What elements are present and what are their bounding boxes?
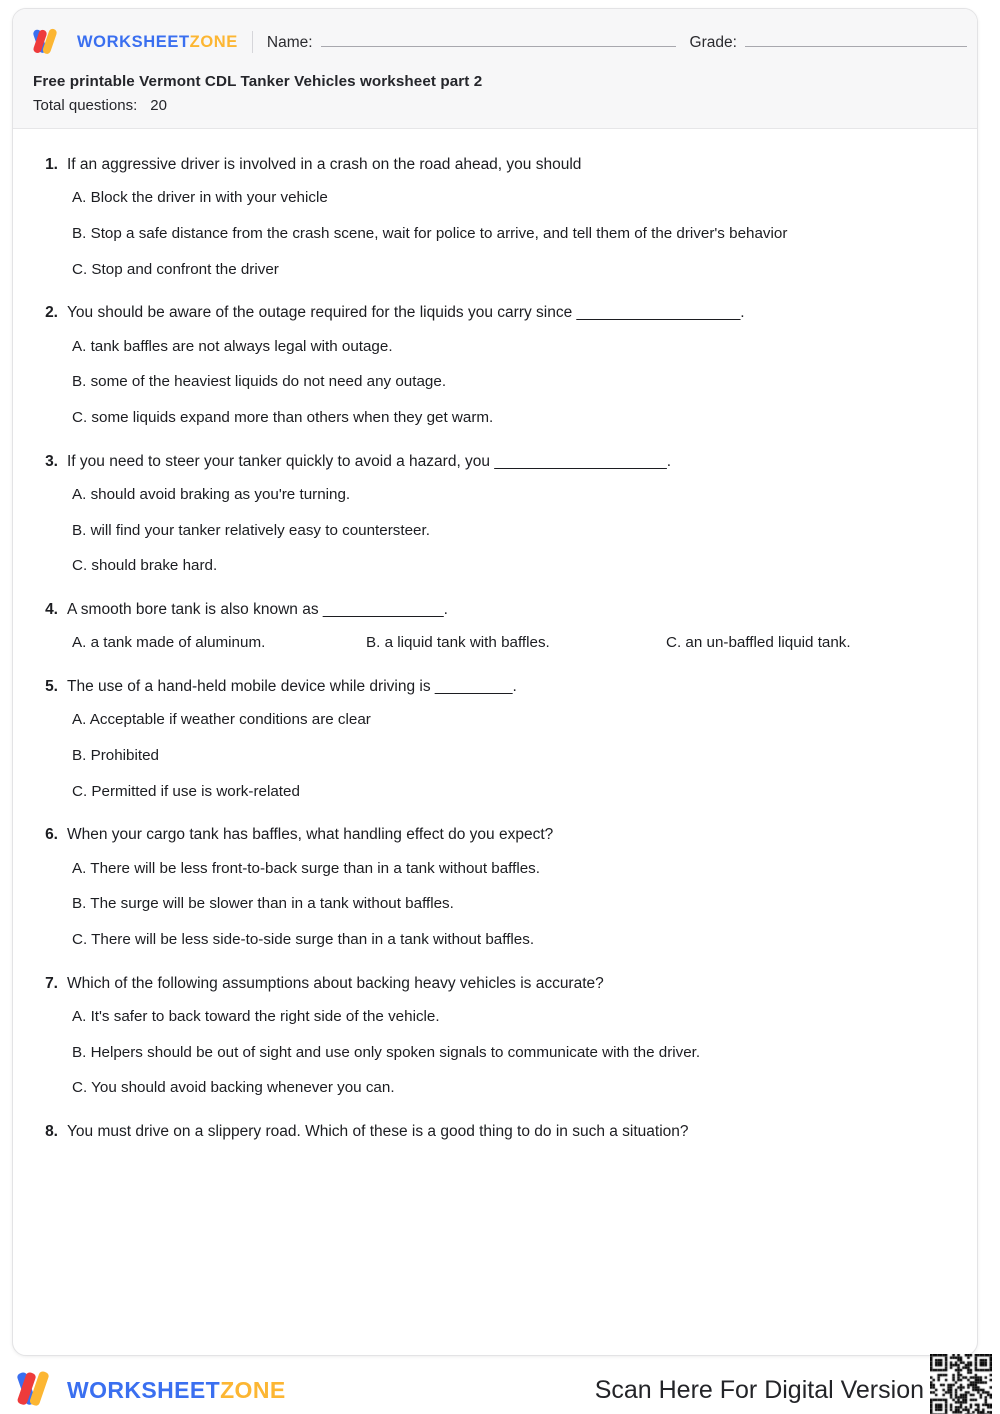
question-item (39, 303, 951, 427)
question-item (39, 600, 951, 653)
questions-list (13, 129, 977, 1355)
question-number: 1. (45, 156, 58, 173)
question-number: 8. (45, 1123, 58, 1141)
title-block (31, 73, 959, 114)
answer-option[interactable]: A. a tank made of aluminum. (72, 634, 266, 652)
answer-option[interactable]: A. Acceptable if weather conditions are clear (72, 711, 371, 729)
worksheetzone-logo-icon (31, 29, 65, 55)
name-label: Name: (266, 33, 313, 51)
total-questions (33, 97, 959, 114)
question-text: When your cargo tank has baffles, what handling effect do you expect? (67, 826, 554, 844)
question-item (39, 452, 951, 576)
question-text: You must drive on a slippery road. Which of these is a good thing to do in such a situation? (67, 1123, 689, 1141)
answer-option[interactable]: C. You should avoid backing whenever you can. (72, 1079, 395, 1097)
footer-brand-wordmark (67, 1377, 286, 1404)
answer-option[interactable]: C. Stop and confront the driver (72, 260, 279, 278)
question-text: A smooth bore tank is also known as ______________. (67, 601, 448, 619)
qr-code-icon[interactable] (930, 1354, 992, 1414)
brand-word-zone: ZONE (189, 32, 238, 51)
question-header (39, 974, 951, 994)
question-text: You should be aware of the outage required for the liquids you carry since ___________________. (67, 304, 745, 322)
footer-brand (14, 1372, 286, 1408)
question-text: The use of a hand-held mobile device while driving is _________. (67, 678, 517, 696)
question-header (39, 155, 951, 175)
question-text: Which of the following assumptions about backing heavy vehicles is accurate? (67, 974, 604, 992)
answer-option[interactable]: B. The surge will be slower than in a tank without baffles. (72, 895, 454, 913)
answer-option[interactable]: A. tank baffles are not always legal with outage. (72, 337, 393, 355)
answer-option[interactable]: C. There will be less side-to-side surge than in a tank without baffles. (72, 931, 535, 949)
question-header (39, 452, 951, 472)
page-footer (0, 1366, 1000, 1414)
worksheet-header (13, 9, 977, 129)
footer-brand-word-zone: ZONE (220, 1376, 286, 1403)
question-header (39, 677, 951, 697)
question-options (39, 710, 951, 801)
question-text: If an aggressive driver is involved in a crash on the road ahead, you should (67, 156, 582, 173)
answer-option[interactable]: C. an un-baffled liquid tank. (666, 634, 851, 652)
question-options (39, 633, 951, 653)
question-number: 7. (45, 974, 58, 992)
question-number: 4. (45, 601, 58, 619)
answer-option[interactable]: B. some of the heaviest liquids do not need any outage. (72, 373, 447, 391)
question-options (39, 1007, 951, 1098)
question-item (39, 677, 951, 801)
question-number: 6. (45, 826, 58, 844)
total-questions-count: 20 (150, 97, 167, 114)
footer-scan-group (595, 1364, 992, 1414)
footer-brand-word-worksheet: WORKSHEET (67, 1376, 221, 1403)
question-options (39, 859, 951, 950)
question-options (39, 337, 951, 428)
name-field-group (267, 33, 676, 52)
question-header (39, 600, 951, 620)
question-number: 2. (45, 304, 58, 322)
question-item (39, 825, 951, 949)
brand-wordmark (77, 33, 238, 52)
header-top-row (31, 27, 959, 57)
worksheet-card (12, 8, 978, 1356)
question-number: 3. (45, 452, 58, 470)
question-header (39, 1122, 951, 1142)
answer-option[interactable]: A. It's safer to back toward the right side of the vehicle. (72, 1007, 440, 1025)
answer-option[interactable]: C. Permitted if use is work-related (72, 782, 300, 800)
question-text: If you need to steer your tanker quickly to avoid a hazard, you ____________________. (67, 452, 672, 470)
question-item (39, 1122, 951, 1142)
answer-option[interactable]: B. Stop a safe distance from the crash scene, wait for police to arrive, and tell them of the driver's behavior (72, 224, 788, 242)
question-options (39, 188, 951, 279)
question-item (39, 155, 951, 279)
grade-field-group (690, 33, 967, 52)
total-questions-label: Total questions: (33, 97, 138, 114)
question-item (39, 974, 951, 1098)
answer-option[interactable]: A. Block the driver in with your vehicle (72, 189, 328, 207)
header-divider (252, 31, 253, 53)
answer-option[interactable]: A. There will be less front-to-back surge than in a tank without baffles. (72, 859, 540, 877)
brand-word-worksheet: WORKSHEET (77, 32, 190, 51)
question-number: 5. (45, 678, 58, 696)
scan-label: Scan Here For Digital Version (594, 1375, 924, 1404)
grade-input[interactable] (745, 33, 967, 47)
answer-option[interactable]: B. will find your tanker relatively easy to countersteer. (72, 521, 430, 539)
page-title: Free printable Vermont CDL Tanker Vehicles worksheet part 2 (33, 73, 483, 90)
answer-option[interactable]: B. Helpers should be out of sight and use only spoken signals to communicate with the driver. (72, 1043, 701, 1061)
answer-option[interactable]: B. a liquid tank with baffles. (366, 634, 550, 652)
worksheetzone-logo-icon (14, 1372, 60, 1408)
question-header (39, 825, 951, 845)
answer-option[interactable]: C. some liquids expand more than others when they get warm. (72, 409, 494, 427)
answer-option[interactable]: A. should avoid braking as you're turning. (72, 485, 351, 503)
name-input[interactable] (321, 33, 676, 47)
answer-option[interactable]: C. should brake hard. (72, 557, 218, 575)
question-header (39, 303, 951, 323)
grade-label: Grade: (689, 33, 737, 51)
question-options (39, 485, 951, 576)
answer-option[interactable]: B. Prohibited (72, 746, 159, 764)
